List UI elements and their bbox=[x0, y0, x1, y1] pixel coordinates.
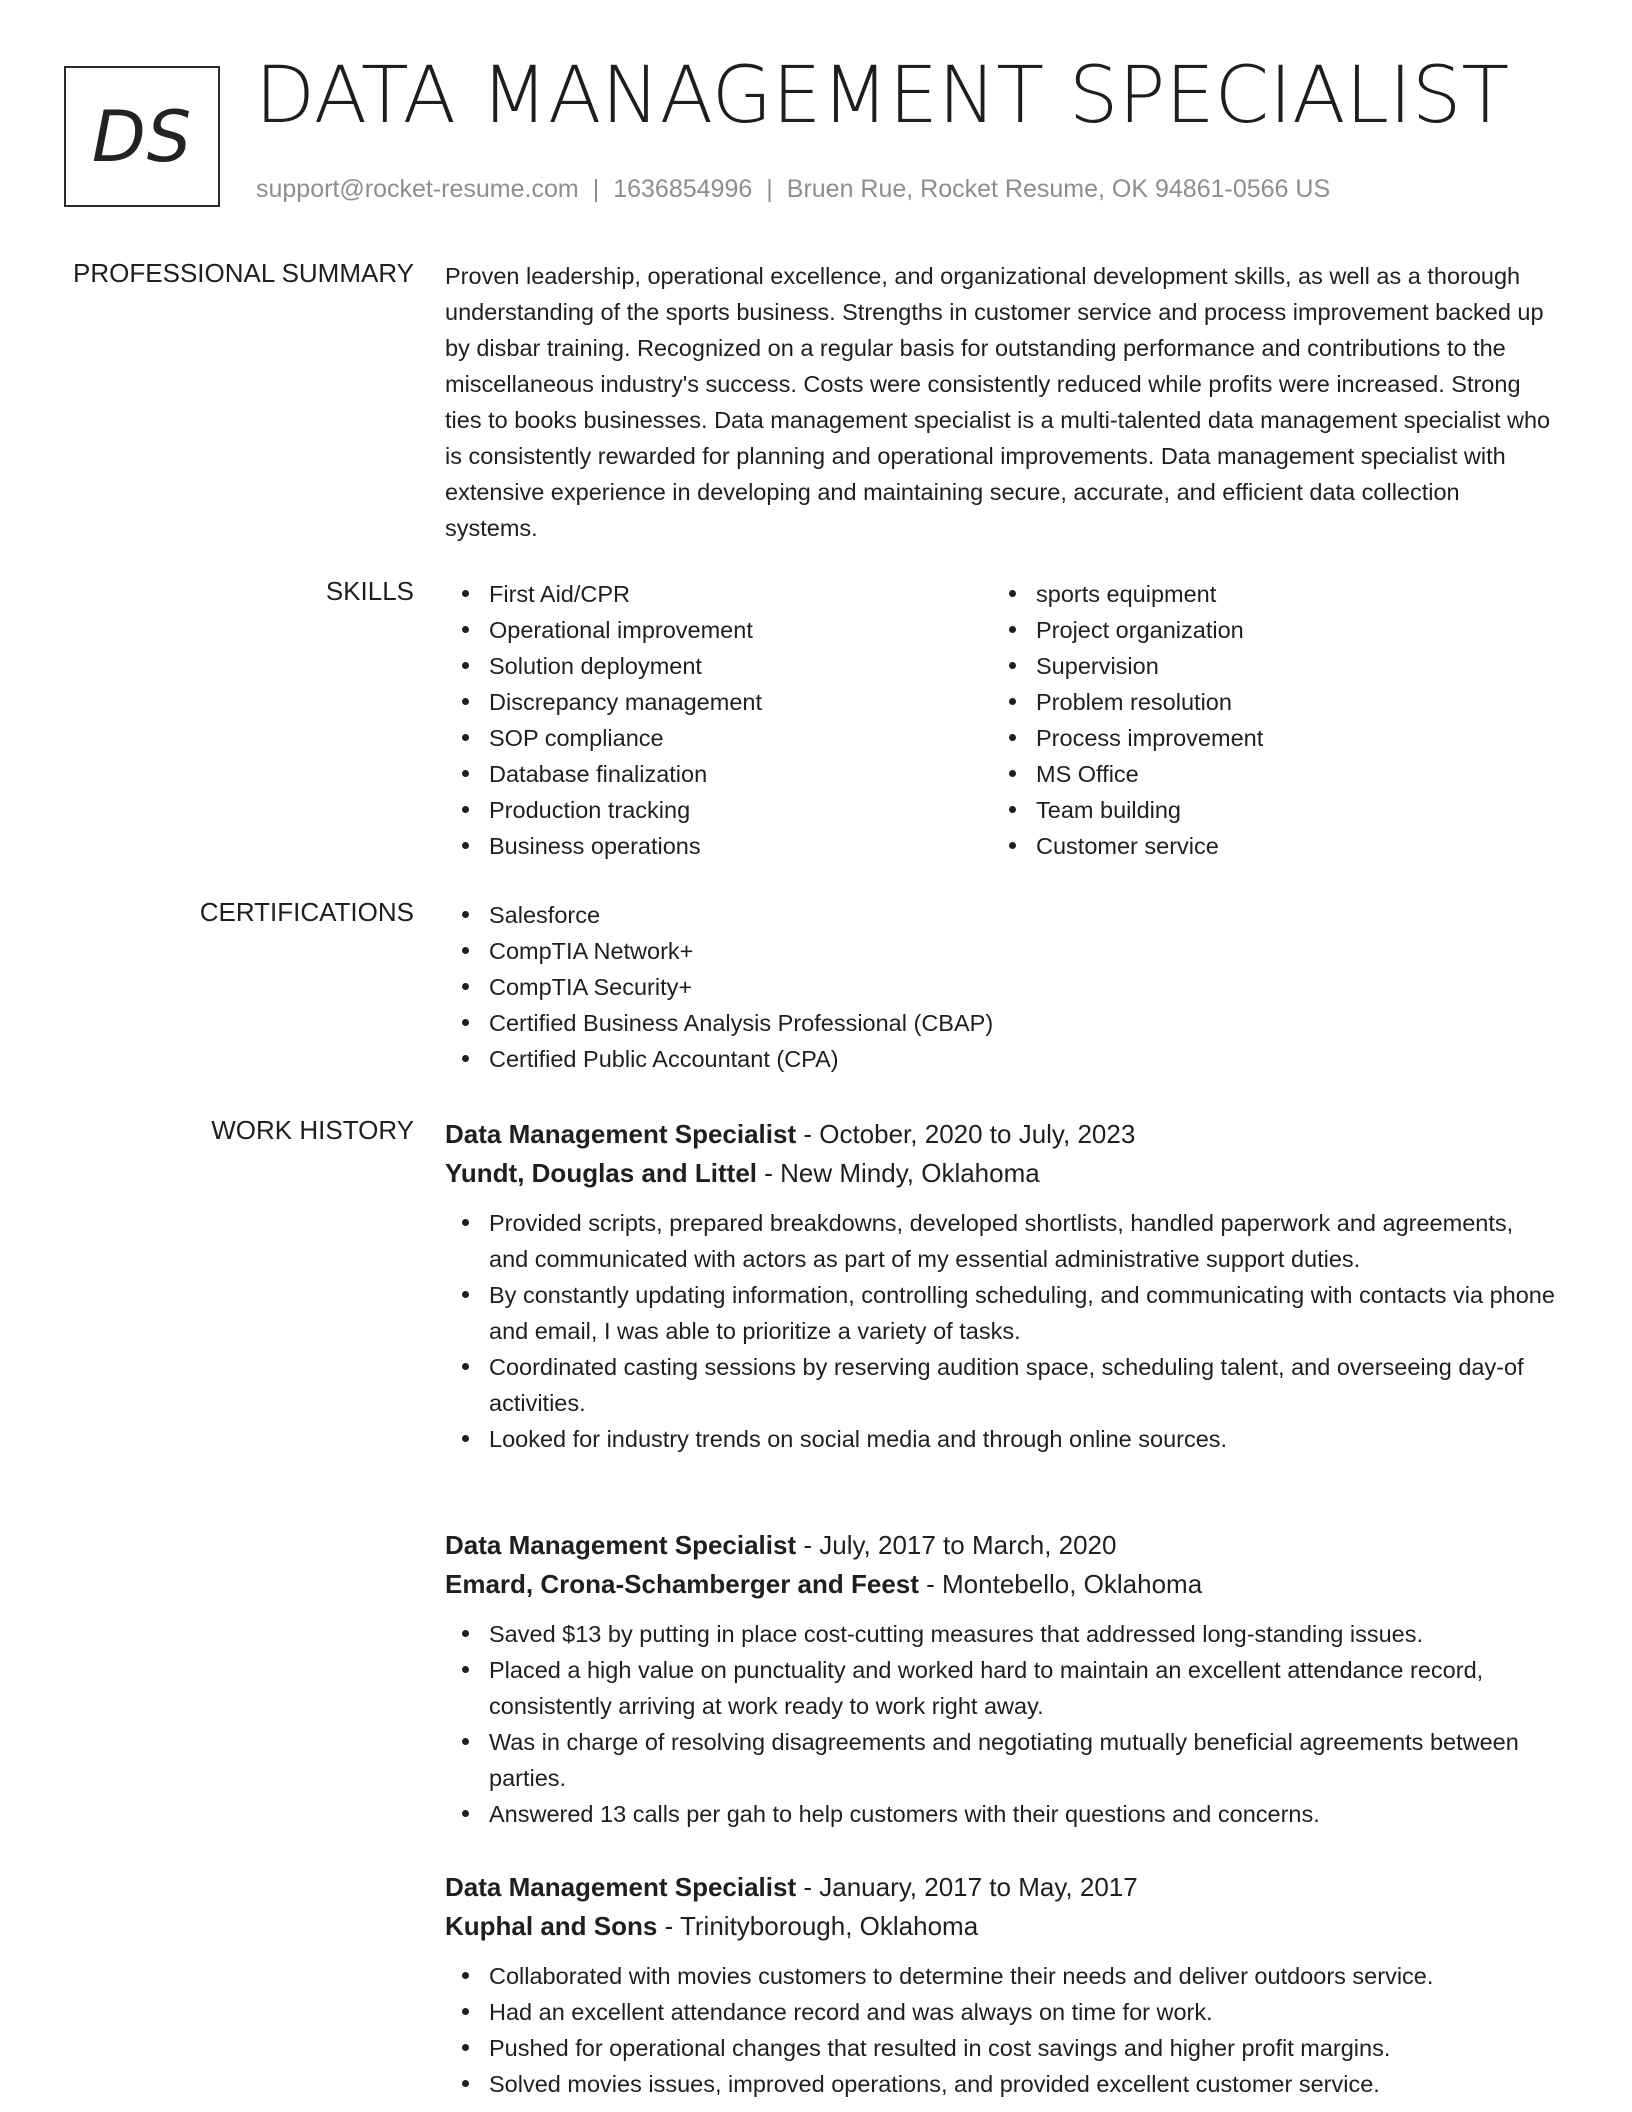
job-company: Emard, Crona-Schamberger and Feest bbox=[445, 1569, 919, 1599]
job-bullets bbox=[445, 1958, 1555, 2102]
monogram-box bbox=[64, 66, 220, 207]
job-bullet: Coordinated casting sessions by reserving audition space, scheduling talent, and overseeing day-of activities. bbox=[445, 1349, 1555, 1421]
skill-item: Solution deployment bbox=[445, 648, 992, 684]
job-bullet: By constantly updating information, controlling scheduling, and communicating with contacts via phone and email, I was able to prioritize a variety of tasks. bbox=[445, 1277, 1555, 1349]
contact-address: Bruen Rue, Rocket Resume, OK 94861-0566 US bbox=[786, 175, 1331, 203]
contact-phone[interactable]: 1636854996 bbox=[613, 175, 753, 203]
job-location: - Trinityborough, Oklahoma bbox=[657, 1911, 979, 1941]
skill-item: Database finalization bbox=[445, 756, 992, 792]
job-company-line bbox=[445, 1565, 1555, 1604]
job-title: Data Management Specialist bbox=[445, 1530, 797, 1560]
job-bullet: Provided scripts, prepared breakdowns, developed shortlists, handled paperwork and agreements, and communicated with actors as part of my essential administrative support duties. bbox=[445, 1205, 1555, 1277]
skill-item: Process improvement bbox=[992, 720, 1539, 756]
skill-item: SOP compliance bbox=[445, 720, 992, 756]
certifications-heading: CERTIFICATIONS bbox=[199, 897, 414, 927]
job-bullet: Solved movies issues, improved operations, and provided excellent customer service. bbox=[445, 2066, 1555, 2102]
skill-item: MS Office bbox=[992, 756, 1539, 792]
certification-item: CompTIA Network+ bbox=[445, 933, 1555, 969]
job-title-line bbox=[445, 1868, 1555, 1907]
certification-item: Certified Public Accountant (CPA) bbox=[445, 1041, 1555, 1077]
job-company-line bbox=[445, 1154, 1555, 1193]
skills-heading: SKILLS bbox=[325, 576, 414, 606]
job-bullet: Placed a high value on punctuality and worked hard to maintain an excellent attendance record, consistently arriving at work ready to work right away. bbox=[445, 1652, 1555, 1724]
certification-item: Certified Business Analysis Professional (CBAP) bbox=[445, 1005, 1555, 1041]
certifications-list bbox=[445, 897, 1555, 1077]
job-title: Data Management Specialist bbox=[445, 1119, 797, 1149]
job-entry bbox=[445, 1115, 1555, 1457]
skill-item: Customer service bbox=[992, 828, 1539, 864]
job-dates: - October, 2020 to July, 2023 bbox=[796, 1119, 1136, 1149]
job-dates: - January, 2017 to May, 2017 bbox=[796, 1872, 1138, 1902]
contact-line bbox=[256, 175, 1330, 204]
skill-item: Production tracking bbox=[445, 792, 992, 828]
job-bullet: Was in charge of resolving disagreements and negotiating mutually beneficial agreements between parties. bbox=[445, 1724, 1555, 1796]
job-bullet: Collaborated with movies customers to determine their needs and deliver outdoors service. bbox=[445, 1958, 1555, 1994]
monogram-initials: DS bbox=[91, 95, 193, 178]
job-bullet: Had an excellent attendance record and was always on time for work. bbox=[445, 1994, 1555, 2030]
job-bullets bbox=[445, 1205, 1555, 1457]
skill-item: First Aid/CPR bbox=[445, 576, 992, 612]
job-bullet: Saved $13 by putting in place cost-cutting measures that addressed long-standing issues. bbox=[445, 1616, 1555, 1652]
contact-email[interactable]: support@rocket-resume.com bbox=[256, 175, 579, 203]
skill-item: Business operations bbox=[445, 828, 992, 864]
job-bullet: Pushed for operational changes that resulted in cost savings and higher profit margins. bbox=[445, 2030, 1555, 2066]
job-bullets bbox=[445, 1616, 1555, 1832]
skill-item: sports equipment bbox=[992, 576, 1539, 612]
certification-item: Salesforce bbox=[445, 897, 1555, 933]
certification-item: CompTIA Security+ bbox=[445, 969, 1555, 1005]
summary-heading: PROFESSIONAL SUMMARY bbox=[73, 258, 414, 288]
resume-title: DATA MANAGEMENT SPECIALIST bbox=[255, 51, 1510, 141]
job-company: Yundt, Douglas and Littel bbox=[445, 1158, 757, 1188]
job-company-line bbox=[445, 1907, 1555, 1946]
job-title-line bbox=[445, 1115, 1555, 1154]
summary-text: Proven leadership, operational excellence, and organizational development skills, as well as a thorough understanding of the sports business. Strengths in customer service and process improvement backed up by disbar training. Recognized on a regular basis for outstanding performance and contributions to the miscellaneous industry's success. Costs were consistently reduced while profits were increased. Strong ties to books businesses. Data management specialist is a multi-talented data management specialist who is consistently rewarded for planning and operational improvements. Data management specialist with extensive experience in developing and maintaining secure, accurate, and efficient data collection systems. bbox=[445, 263, 1551, 541]
job-entry bbox=[445, 1526, 1555, 1832]
job-title: Data Management Specialist bbox=[445, 1872, 797, 1902]
skill-item: Supervision bbox=[992, 648, 1539, 684]
job-entry bbox=[445, 1868, 1555, 2102]
skill-item: Problem resolution bbox=[992, 684, 1539, 720]
job-location: - New Mindy, Oklahoma bbox=[757, 1158, 1040, 1188]
skills-list-right bbox=[992, 576, 1539, 864]
job-location: - Montebello, Oklahoma bbox=[918, 1569, 1203, 1599]
skill-item: Team building bbox=[992, 792, 1539, 828]
skill-item: Discrepancy management bbox=[445, 684, 992, 720]
work-history-heading: WORK HISTORY bbox=[211, 1115, 414, 1145]
contact-separator: | bbox=[592, 175, 600, 203]
skill-item: Project organization bbox=[992, 612, 1539, 648]
contact-separator: | bbox=[766, 175, 773, 203]
job-dates: - July, 2017 to March, 2020 bbox=[796, 1530, 1117, 1560]
job-bullet: Answered 13 calls per gah to help customers with their questions and concerns. bbox=[445, 1796, 1555, 1832]
job-bullet: Looked for industry trends on social media and through online sources. bbox=[445, 1421, 1555, 1457]
job-company: Kuphal and Sons bbox=[445, 1911, 658, 1941]
job-title-line bbox=[445, 1526, 1555, 1565]
skill-item: Operational improvement bbox=[445, 612, 992, 648]
skills-list-left bbox=[445, 576, 992, 864]
